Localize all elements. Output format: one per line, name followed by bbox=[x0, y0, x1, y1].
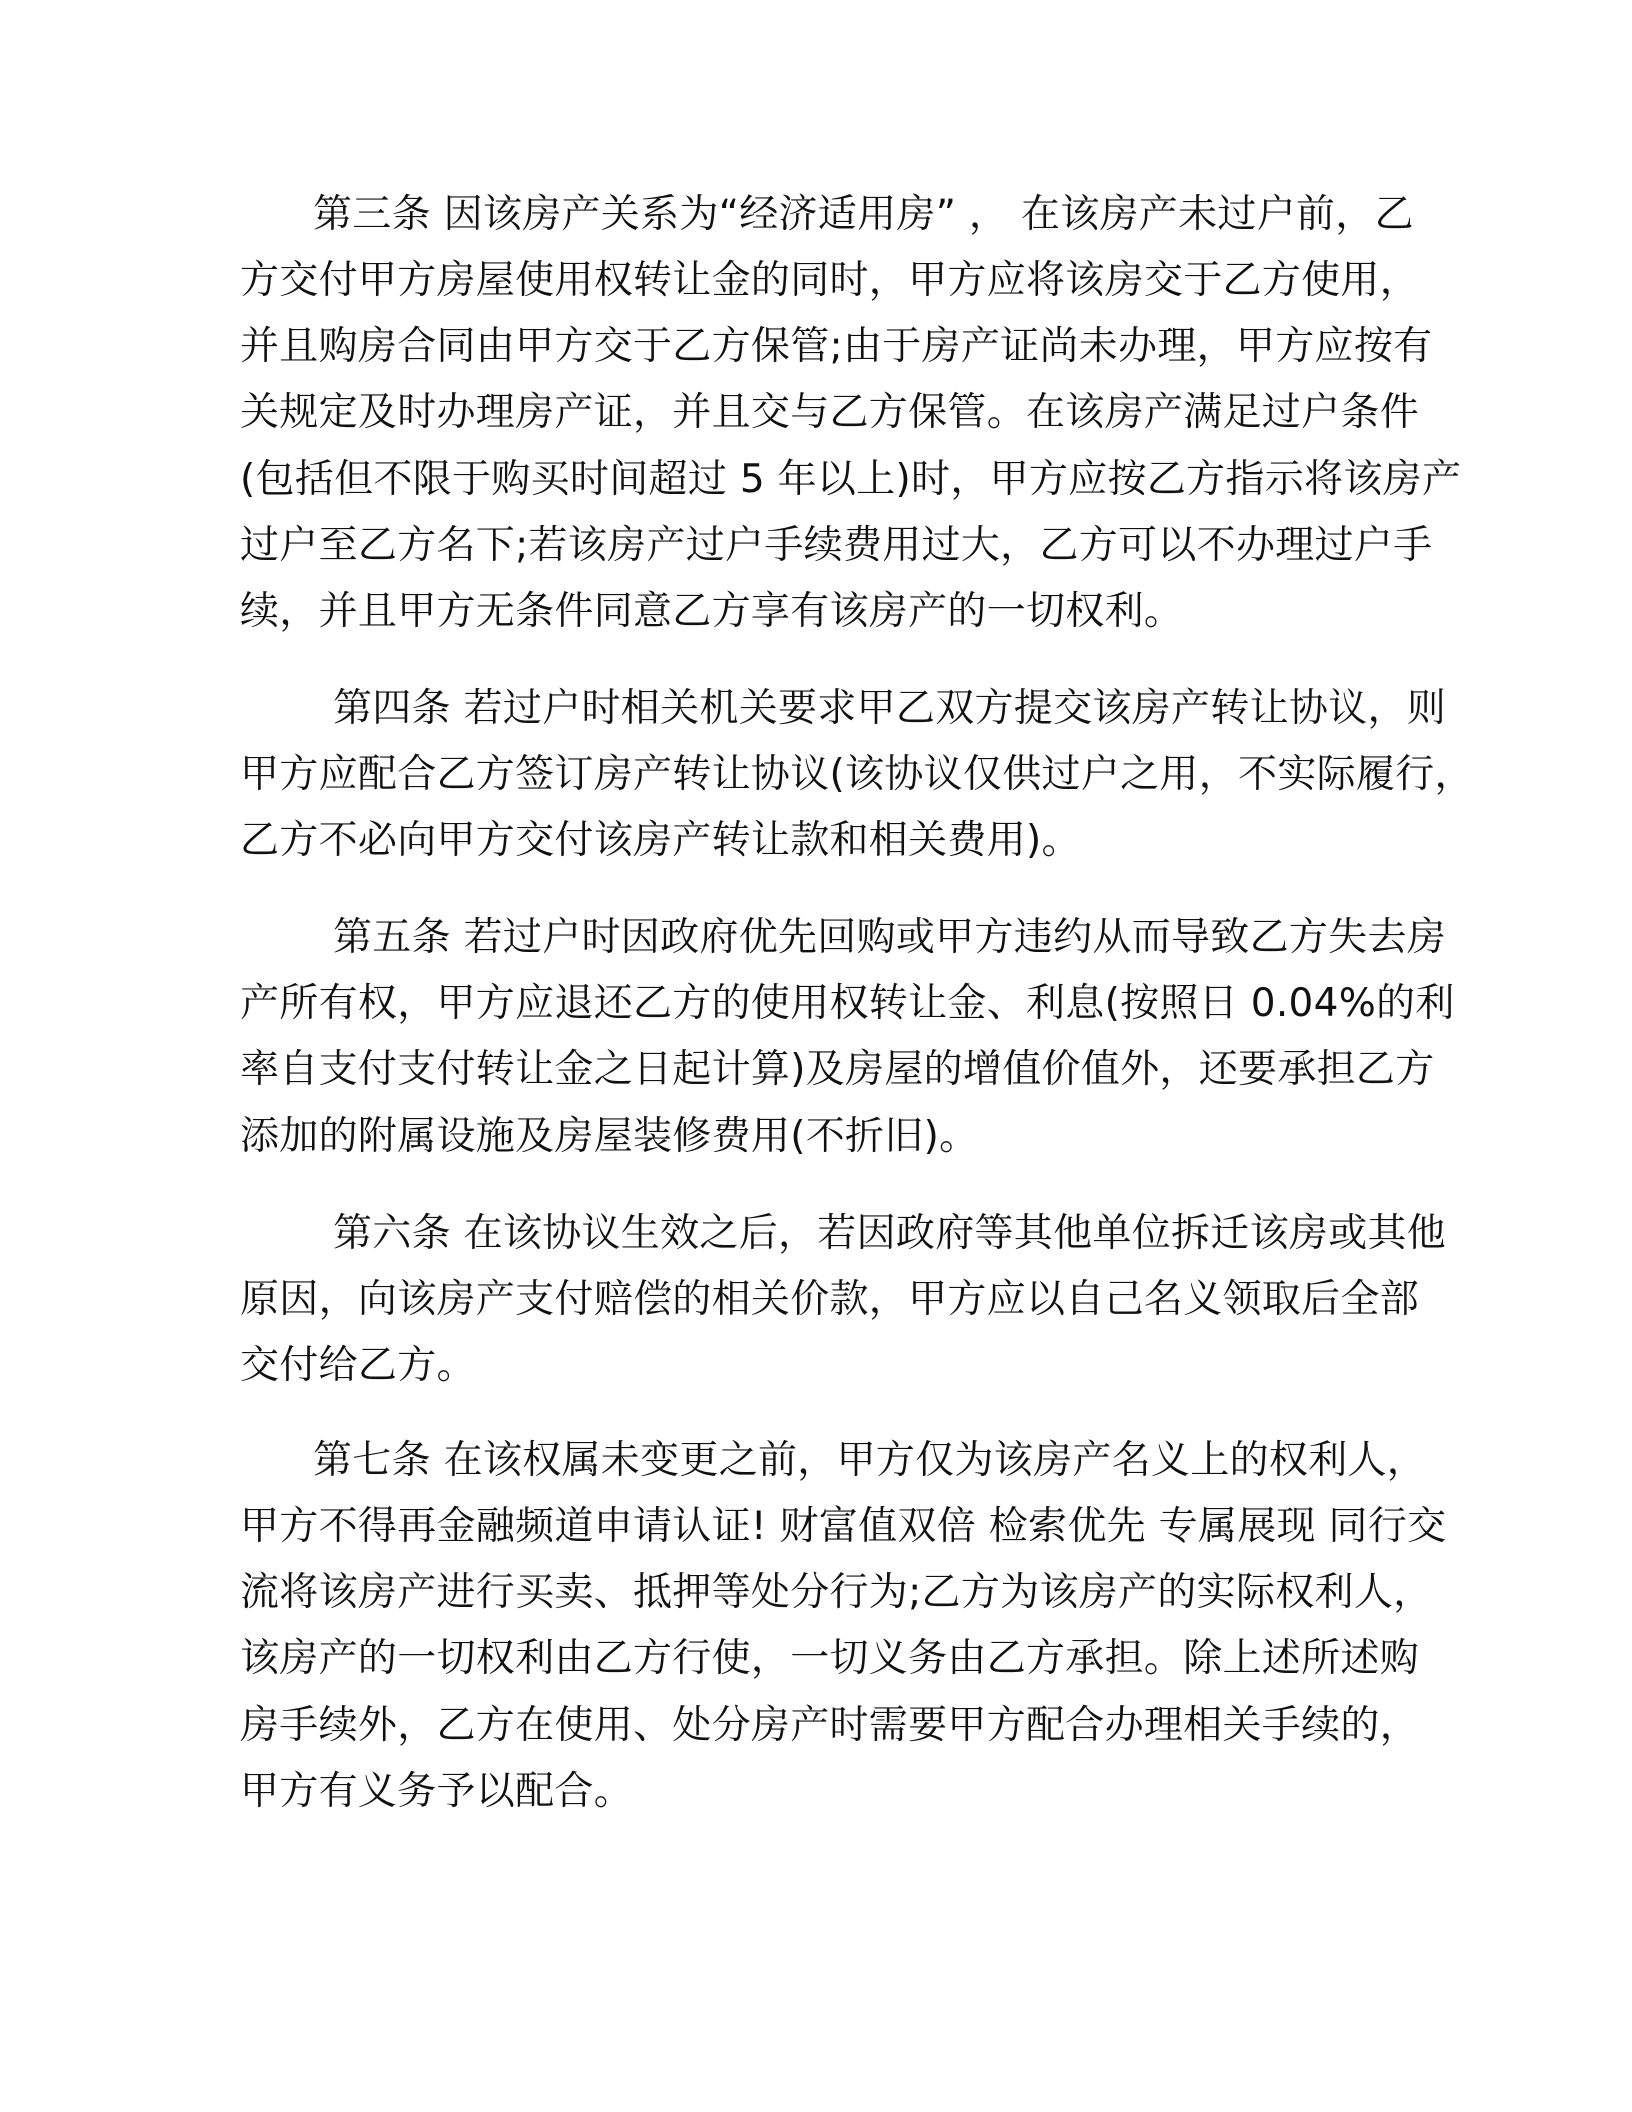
article-3-line-4: 关规定及时办理房产证，并且交与乙方保管。在该房产满足过户条件 bbox=[240, 390, 1420, 435]
article-3-line-7: 续，并且甲方无条件同意乙方享有该房产的一切权利。 bbox=[240, 589, 1184, 634]
article-7-line-1: 第七条 在该权属未变更之前，甲方仅为该房产名义上的权利人， bbox=[313, 1438, 1427, 1483]
article-7-line-4: 该房产的一切权利由乙方行使，一切义务由乙方承担。除上述所述购 bbox=[240, 1636, 1420, 1681]
article-6-line-2: 原因，向该房产支付赔偿的相关价款，甲方应以自己名义领取后全部 bbox=[240, 1277, 1420, 1322]
article-5-line-1: 第五条 若过户时因政府优先回购或甲方违约从而导致乙方失去房 bbox=[333, 915, 1447, 960]
article-6-line-1: 第六条 在该协议生效之后，若因政府等其他单位拆迁该房或其他 bbox=[333, 1211, 1447, 1256]
article-7-line-3: 流将该房产进行买卖、抵押等处分行为;乙方为该房产的实际权利人， bbox=[240, 1570, 1433, 1615]
article-7-line-5: 房手续外，乙方在使用、处分房产时需要甲方配合办理相关手续的， bbox=[240, 1703, 1420, 1748]
article-3-line-2: 方交付甲方房屋使用权转让金的同时，甲方应将该房交于乙方使用， bbox=[240, 258, 1420, 303]
article-3-line-5: (包括但不限于购买时间超过 5 年以上)时，甲方应按乙方指示将该房产 bbox=[240, 457, 1462, 502]
article-5-line-3: 率自支付支付转让金之日起计算)及房屋的增值价值外，还要承担乙方 bbox=[240, 1047, 1435, 1092]
article-7-line-6: 甲方有义务予以配合。 bbox=[240, 1769, 634, 1814]
article-4-line-1: 第四条 若过户时相关机关要求甲乙双方提交该房产转让协议，则 bbox=[333, 686, 1447, 731]
article-7-line-2: 甲方不得再金融频道申请认证! 财富值双倍 检索优先 专属展现 同行交 bbox=[240, 1504, 1447, 1549]
article-5-line-4: 添加的附属设施及房屋装修费用(不折旧)。 bbox=[240, 1114, 979, 1159]
article-3-line-1: 第三条 因该房产关系为“经济适用房” ， 在该房产未过户前，乙 bbox=[313, 192, 1414, 237]
article-3-line-3: 并且购房合同由甲方交于乙方保管;由于房产证尚未办理，甲方应按有 bbox=[240, 324, 1433, 369]
article-6-line-3: 交付给乙方。 bbox=[240, 1343, 476, 1388]
article-4-line-2: 甲方应配合乙方签订房产转让协议(该协议仅供过户之用，不实际履行， bbox=[240, 752, 1474, 797]
article-3-line-6: 过户至乙方名下;若该房产过户手续费用过大，乙方可以不办理过户手 bbox=[240, 523, 1433, 568]
article-5-line-2: 产所有权，甲方应退还乙方的使用权转让金、利息(按照日 0.04%的利 bbox=[240, 981, 1455, 1026]
article-4-line-3: 乙方不必向甲方交付该房产转让款和相关费用)。 bbox=[240, 818, 1081, 863]
